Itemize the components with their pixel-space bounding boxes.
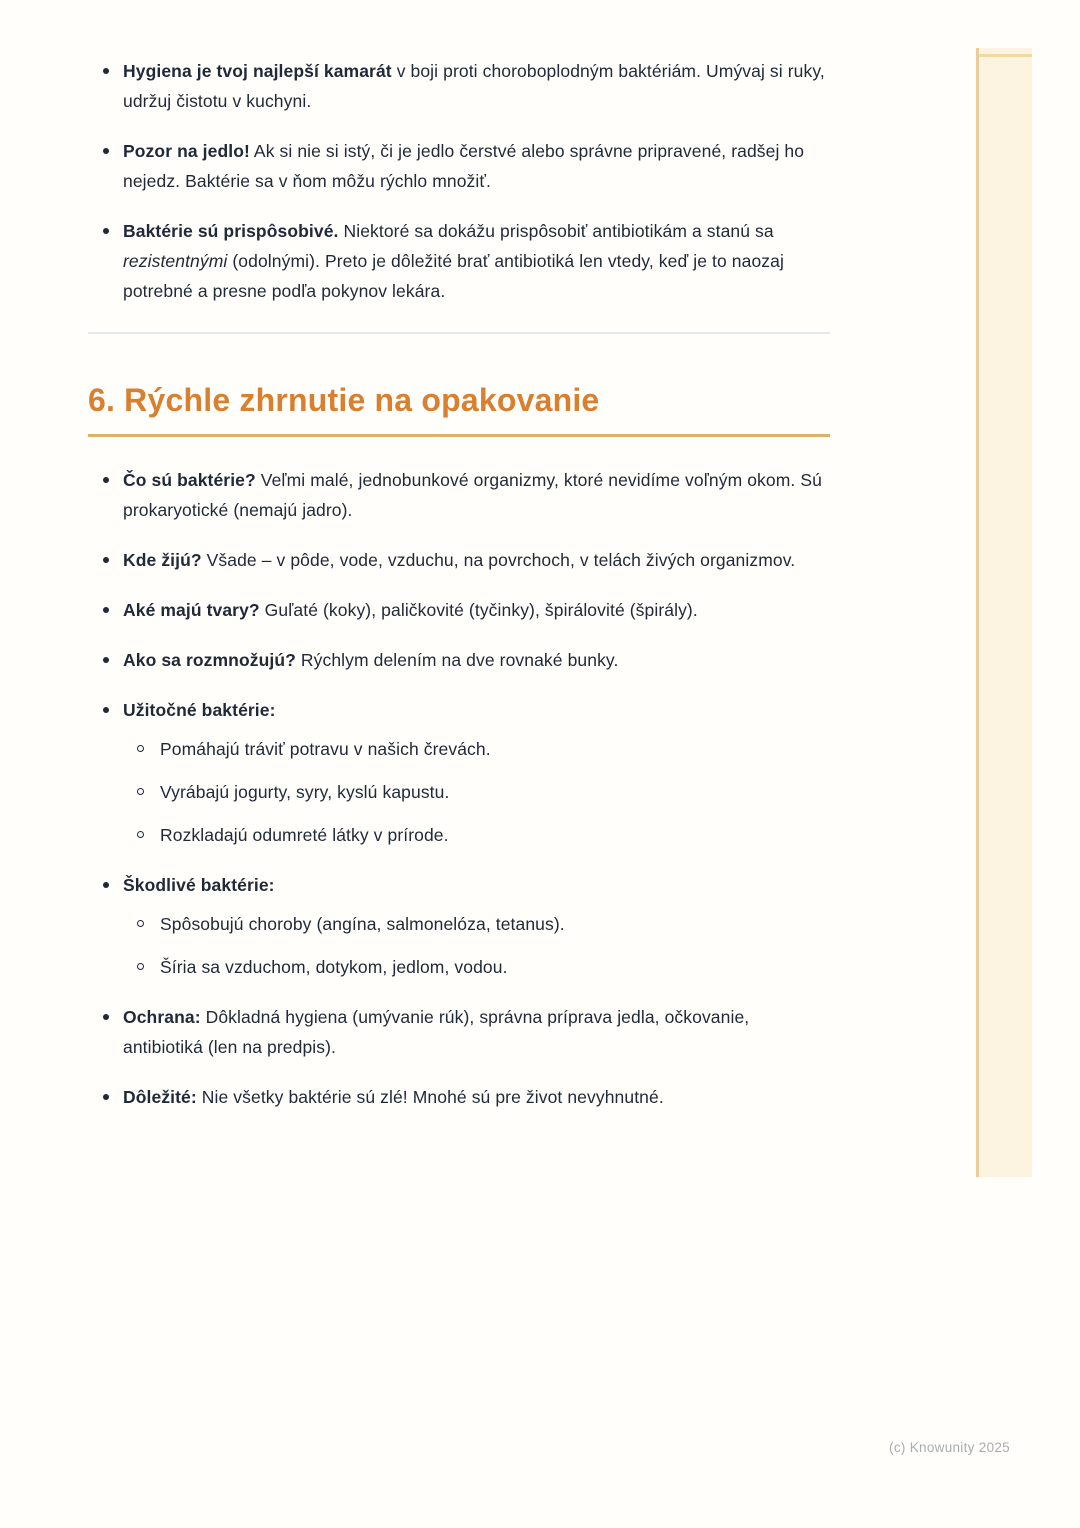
bullet-item: [88, 595, 830, 625]
bullet-lead: Aké majú tvary?: [123, 600, 260, 620]
bullet-lead: Baktérie sú prispôsobivé.: [123, 221, 339, 241]
summary-bullet-list: [88, 465, 830, 1112]
document-content: [88, 56, 830, 1112]
bullet-item: [88, 545, 830, 575]
sub-bullet-item: Pomáhajú tráviť potravu v našich črevách.: [123, 734, 830, 764]
sub-bullet-list: [123, 734, 830, 850]
bullet-item: [88, 645, 830, 675]
page-footer: [889, 1440, 1010, 1455]
bullet-lead: Dôležité:: [123, 1087, 197, 1107]
bullet-text: Nie všetky baktérie sú zlé! Mnohé sú pre život nevyhnutné.: [196, 1087, 664, 1107]
bullet-lead: Kde žijú?: [123, 550, 202, 570]
bullet-lead: Škodlivé baktérie:: [123, 875, 275, 895]
bullet-text: Niektoré sa dokážu prispôsobiť antibiotikám a stanú sa: [338, 221, 774, 241]
bullet-lead: Ako sa rozmnožujú?: [123, 650, 296, 670]
bullet-lead: Ochrana:: [123, 1007, 201, 1027]
sub-bullet-item: Šíria sa vzduchom, dotykom, jedlom, vodou.: [123, 952, 830, 982]
sub-bullet-item: Vyrábajú jogurty, syry, kyslú kapustu.: [123, 777, 830, 807]
bullet-item: [88, 695, 830, 850]
intro-bullet-list: [88, 56, 830, 306]
bullet-item: [88, 870, 830, 982]
bullet-text: Guľaté (koky), paličkovité (tyčinky), špirálovité (špirály).: [259, 600, 698, 620]
bullet-text: Veľmi malé, jednobunkové organizmy, ktoré nevidíme voľným okom. Sú prokaryotické (nemajú jadro).: [123, 470, 822, 520]
bullet-text: Dôkladná hygiena (umývanie rúk), správna príprava jedla, očkovanie, antibiotiká (len na predpis).: [123, 1007, 750, 1057]
bullet-item: [88, 1002, 830, 1062]
bullet-text: Ak si nie si istý, či je jedlo čerstvé alebo správne pripravené, radšej ho nejedz. Baktérie sa v ňom môžu rýchlo množiť.: [123, 141, 805, 191]
sub-bullet-list: [123, 909, 830, 982]
bullet-item: [88, 216, 830, 306]
copyright-text: (c) Knowunity 2025: [889, 1440, 1010, 1455]
bullet-lead: Čo sú baktérie?: [123, 470, 256, 490]
bullet-item: [88, 1082, 830, 1112]
bullet-lead: Pozor na jedlo!: [123, 141, 250, 161]
heading-underline: [88, 434, 830, 437]
bullet-item: [88, 136, 830, 196]
bullet-lead: Užitočné baktérie:: [123, 700, 276, 720]
bullet-item: [88, 465, 830, 525]
bullet-text: (odolnými). Preto je dôležité brať antibiotiká len vtedy, keď je to naozaj potrebné a presne podľa pokynov lekára.: [123, 251, 784, 301]
bullet-item: [88, 56, 830, 116]
section-heading: 6. Rýchle zhrnutie na opakovanie: [88, 382, 600, 418]
bullet-text: Rýchlym delením na dve rovnaké bunky.: [295, 650, 619, 670]
sub-bullet-item: Rozkladajú odumreté látky v prírode.: [123, 820, 830, 850]
bullet-lead: Hygiena je tvoj najlepší kamarát: [123, 61, 392, 81]
section-divider: [88, 332, 830, 334]
sub-bullet-item: Spôsobujú choroby (angína, salmonelóza, tetanus).: [123, 909, 830, 939]
bullet-text: v boji proti choroboplodným baktériám. Umývaj si ruky, udržuj čistotu v kuchyni.: [123, 61, 825, 111]
bullet-text: Všade – v pôde, vode, vzduchu, na povrchoch, v telách živých organizmov.: [201, 550, 796, 570]
page-edge-decoration: [976, 48, 1032, 1177]
bullet-italic-text: rezistentnými: [123, 251, 228, 271]
